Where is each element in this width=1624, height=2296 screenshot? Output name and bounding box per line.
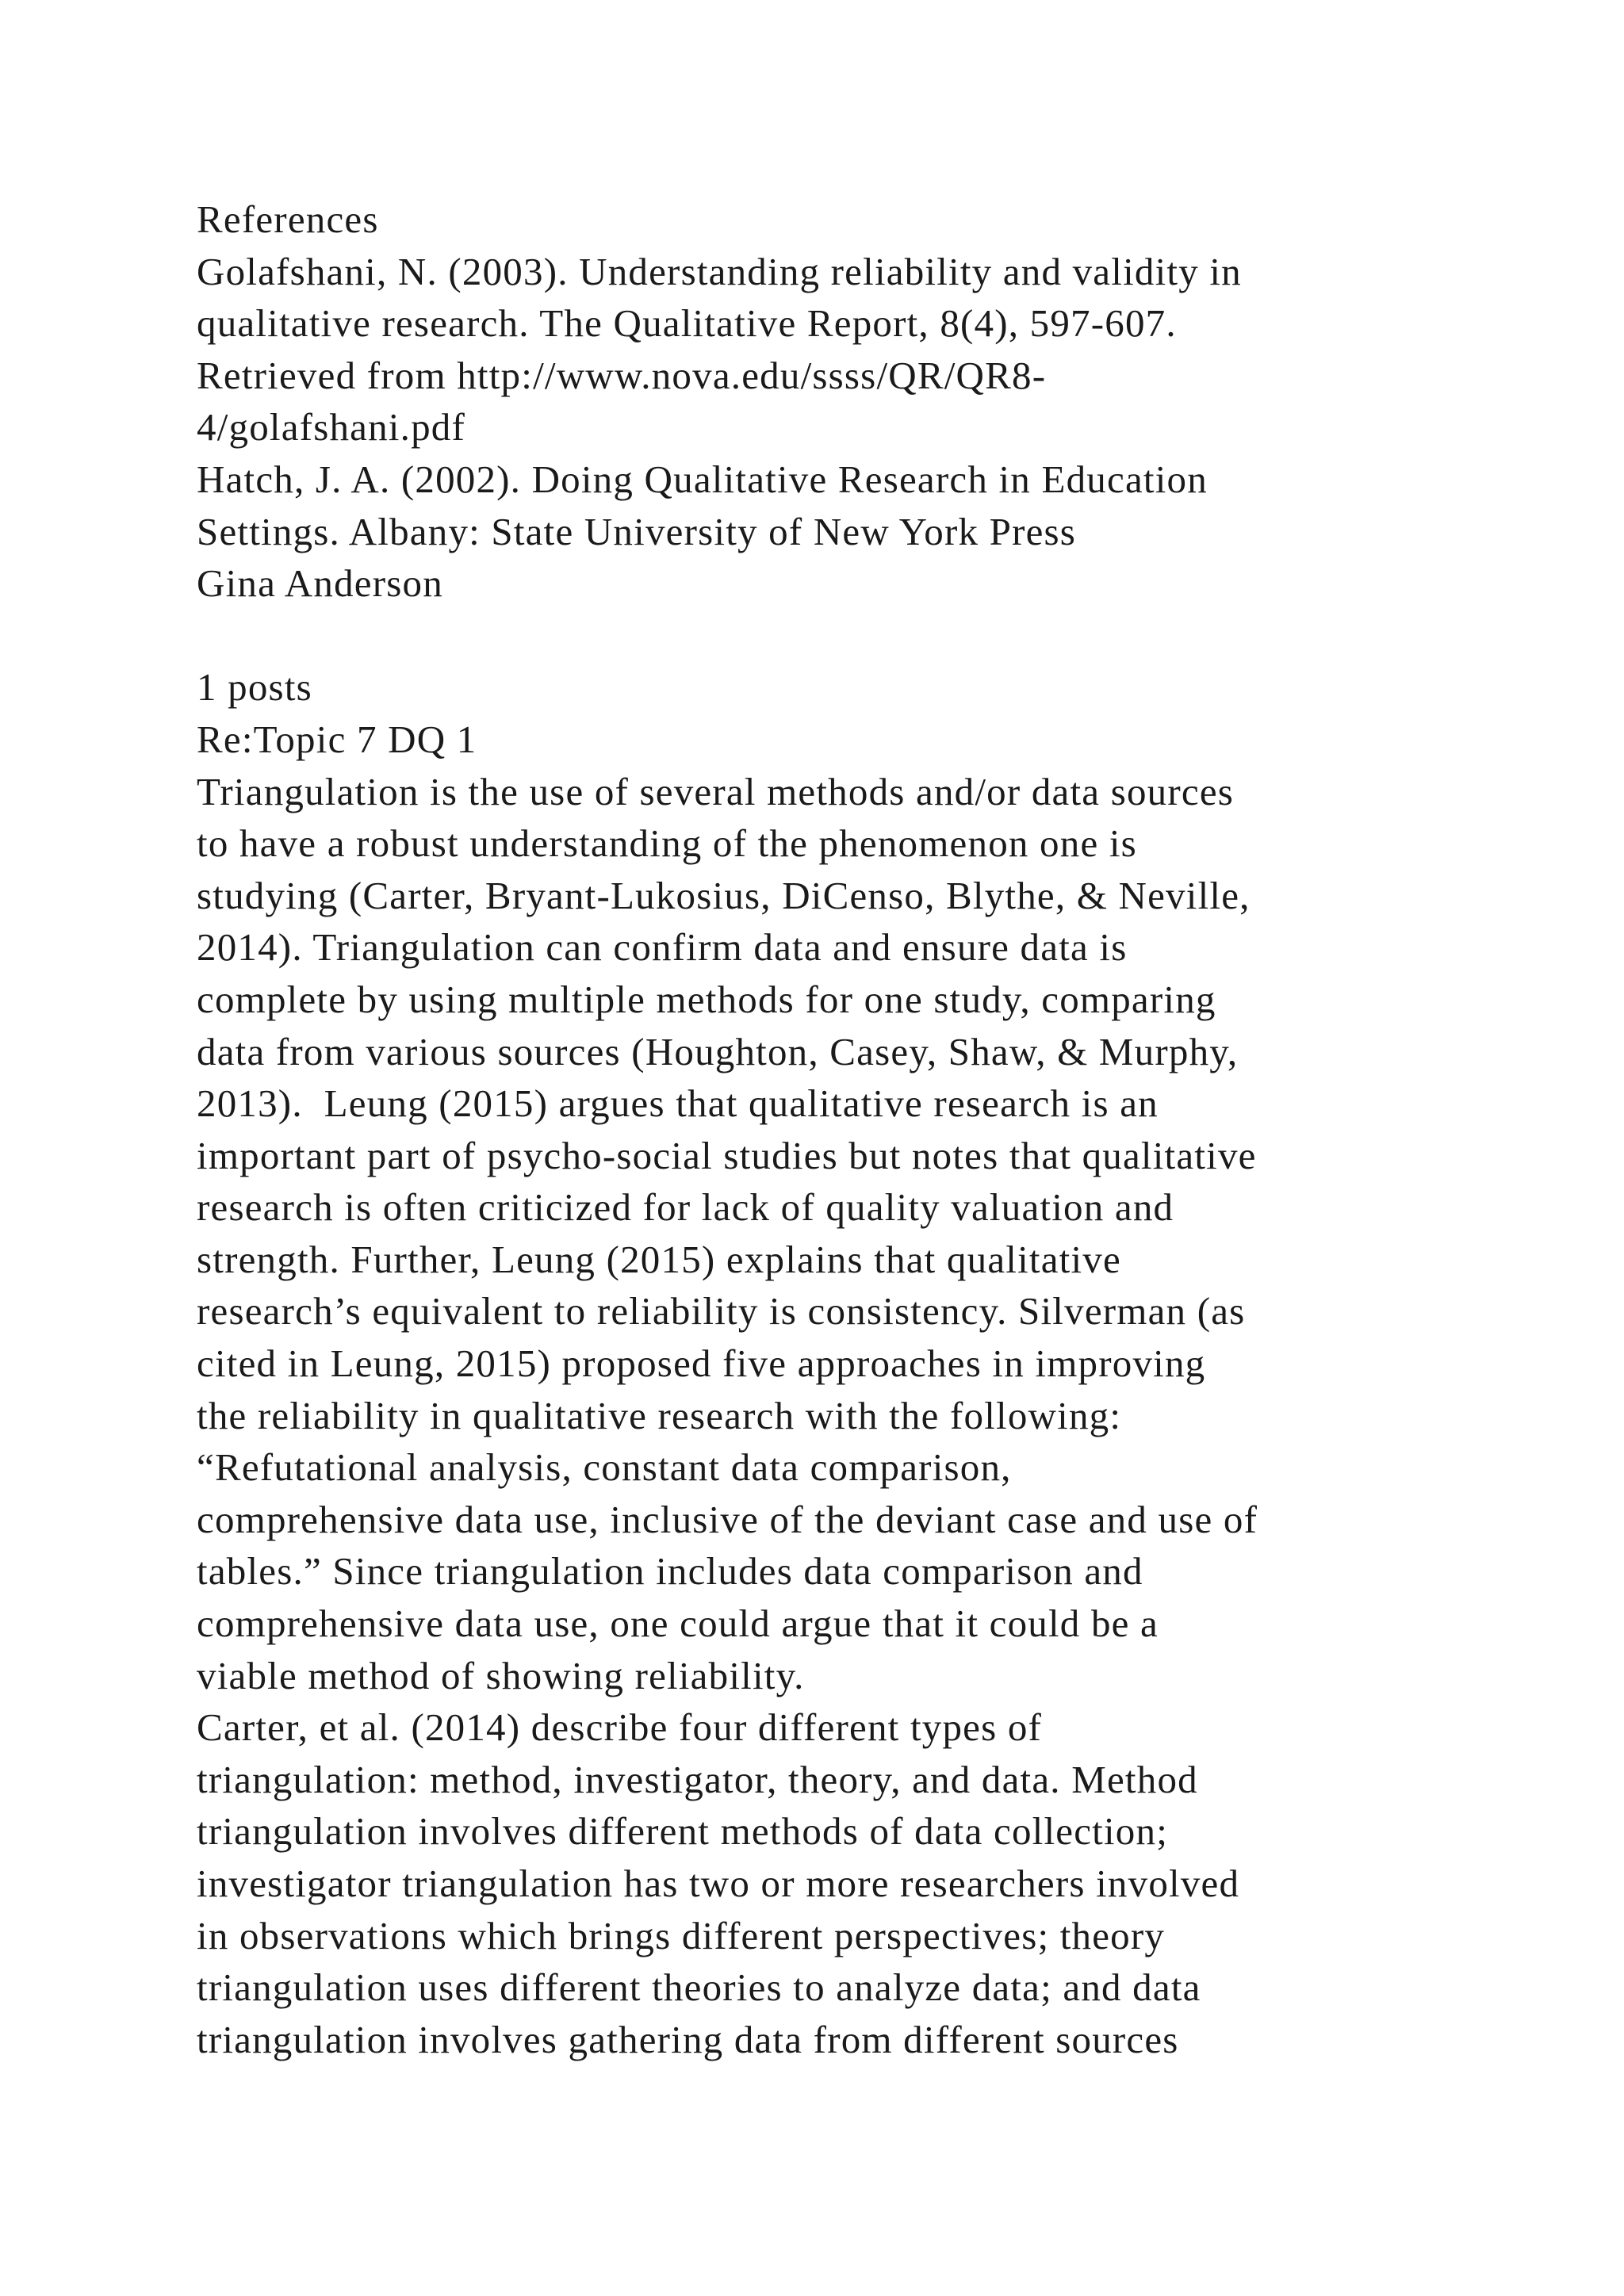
body-line: investigator triangulation has two or more researchers involved	[197, 1862, 1240, 1905]
body-line: 2013). Leung (2015) argues that qualitative research is an	[197, 1081, 1159, 1126]
reference-hatch-line-2: Settings. Albany: State University of New York Press	[197, 509, 1077, 553]
reference-hatch-line-1: Hatch, J. A. (2002). Doing Qualitative Research in Education	[197, 457, 1208, 501]
body-line: triangulation involves gathering data from different sources	[197, 2017, 1179, 2061]
body-line: the reliability in qualitative research with the following:	[197, 1393, 1122, 1437]
reference-golafshani-line-3: Retrieved from http://www.nova.edu/ssss/QR/QR8-	[197, 353, 1047, 397]
body-line: triangulation uses different theories to analyze data; and data	[197, 1965, 1201, 2010]
body-line: Carter, et al. (2014) describe four different types of	[197, 1705, 1043, 1750]
blank-line	[197, 610, 1545, 662]
reference-golafshani-line-4: 4/golafshani.pdf	[197, 405, 465, 450]
body-line: comprehensive data use, inclusive of the deviant case and use of	[197, 1497, 1258, 1541]
document-text	[197, 193, 1545, 2065]
body-line: triangulation involves different methods of data collection;	[197, 1809, 1169, 1854]
body-line: cited in Leung, 2015) proposed five approaches in improving	[197, 1341, 1206, 1386]
body-line: to have a robust understanding of the phenomenon one is	[197, 821, 1137, 866]
body-line: strength. Further, Leung (2015) explains that qualitative	[197, 1237, 1121, 1281]
body-line: comprehensive data use, one could argue that it could be a	[197, 1601, 1159, 1646]
body-line: 2014). Triangulation can confirm data and ensure data is	[197, 925, 1128, 970]
body-line: research’s equivalent to reliability is consistency. Silverman (as	[197, 1289, 1246, 1334]
body-line: in observations which brings different perspectives; theory	[197, 1913, 1166, 1957]
author-name: Gina Anderson	[197, 561, 443, 606]
reference-golafshani-line-2: qualitative research. The Qualitative Report, 8(4), 597-607.	[197, 301, 1177, 346]
post-count: 1 posts	[197, 665, 312, 710]
reference-golafshani-line-1: Golafshani, N. (2003). Understanding reliability and validity in	[197, 249, 1242, 293]
body-line: Triangulation is the use of several methods and/or data sources	[197, 769, 1235, 813]
body-line: triangulation: method, investigator, theory, and data. Method	[197, 1757, 1198, 1801]
body-line: complete by using multiple methods for one study, comparing	[197, 977, 1216, 1021]
body-line: viable method of showing reliability.	[197, 1653, 805, 1697]
body-line: studying (Carter, Bryant-Lukosius, DiCenso, Blythe, & Neville,	[197, 873, 1251, 917]
body-line: research is often criticized for lack of quality valuation and	[197, 1185, 1174, 1230]
body-line: important part of psycho-social studies but notes that qualitative	[197, 1133, 1257, 1177]
post-subject: Re:Topic 7 DQ 1	[197, 717, 477, 761]
references-heading: References	[197, 197, 379, 241]
body-line: data from various sources (Houghton, Casey, Shaw, & Murphy,	[197, 1029, 1239, 1073]
body-line: “Refutational analysis, constant data comparison,	[197, 1445, 1012, 1490]
body-line: tables.” Since triangulation includes data comparison and	[197, 1549, 1143, 1594]
